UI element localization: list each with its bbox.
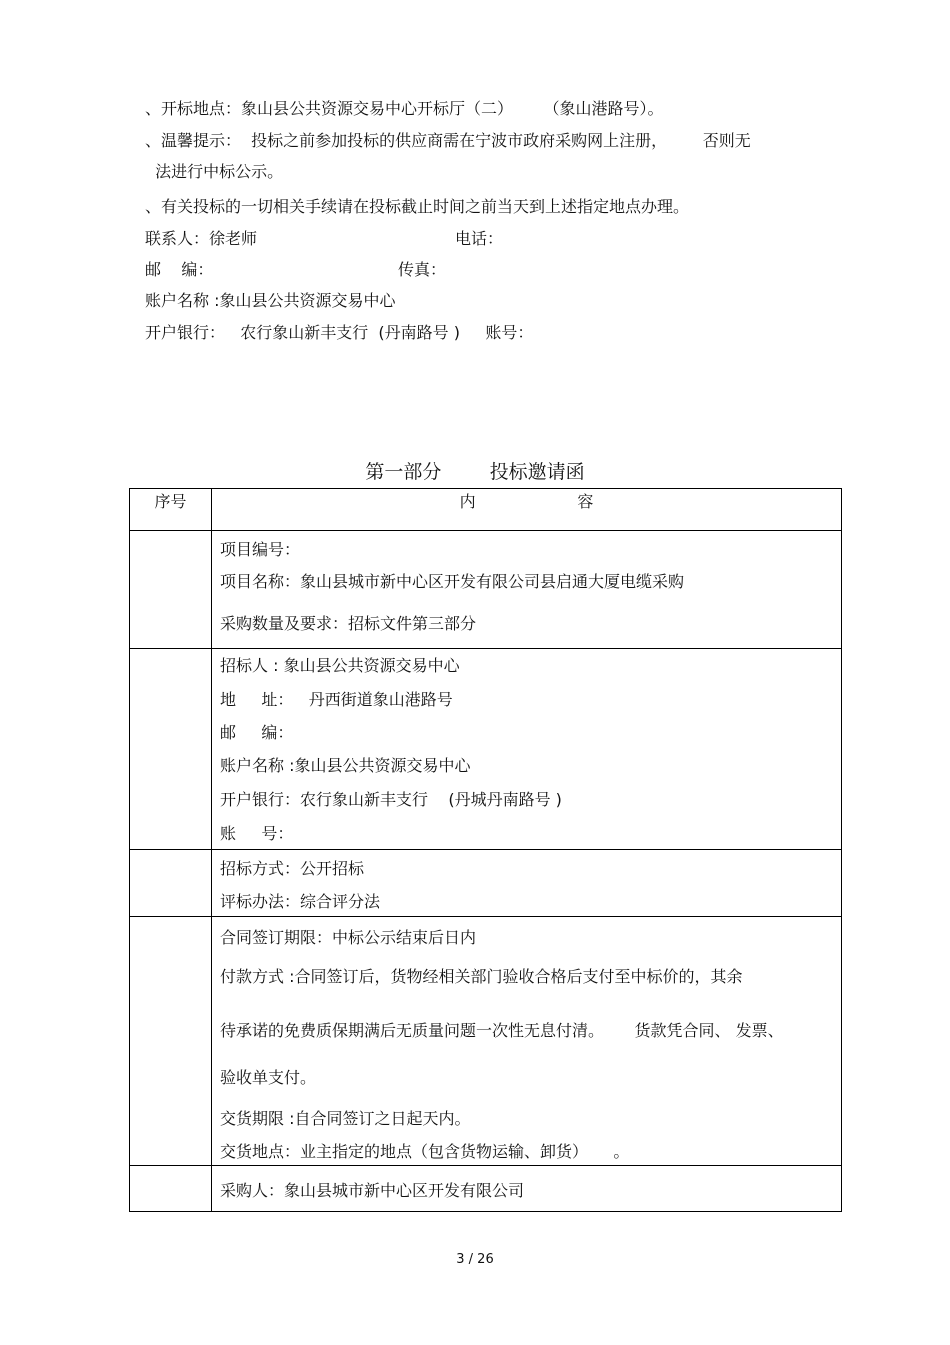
project-info-cell	[212, 531, 842, 649]
page-number: 3 / 26	[456, 1252, 494, 1267]
table-row	[130, 649, 842, 850]
row-number-cell	[130, 649, 212, 850]
table-row	[130, 850, 842, 917]
purchaser: 采购人：象山县城市新中心区开发有限公司	[220, 1181, 525, 1200]
contact-phone: 电话：	[455, 229, 504, 248]
table-row	[130, 531, 842, 649]
contact-fax: 传真：	[398, 260, 447, 279]
payment-method-cont: 待承诺的免费质保期满后无质量问题一次性无息付清。 货款凭合同、 发票、	[220, 1021, 784, 1040]
account-name: 账户名称 :象山县公共资源交易中心	[220, 756, 471, 775]
contract-deadline: 合同签订期限：中标公示结束后日内	[220, 928, 477, 947]
account-name: 账户名称 :象山县公共资源交易中心	[145, 291, 396, 310]
procedure-note: 、有关投标的一切相关手续请在投标截止时间之前当天到上述指定地点办理。	[145, 197, 690, 216]
procurement-quantity: 采购数量及要求：招标文件第三部分	[220, 614, 477, 633]
row-number-cell	[130, 917, 212, 1166]
contact-person: 联系人：徐老师	[145, 229, 258, 248]
evaluation-method: 评标办法：综合评分法	[220, 892, 381, 911]
contract-cell	[212, 917, 842, 1166]
header-no: 序号	[130, 489, 212, 531]
tenderer: 招标人 : 象山县公共资源交易中心	[220, 656, 460, 675]
bidding-method: 招标方式：公开招标	[220, 859, 365, 878]
reminder-line-cont: 法进行中标公示。	[145, 162, 284, 181]
invitation-table	[129, 488, 842, 1212]
payment-method: 付款方式 :合同签订后，货物经相关部门验收合格后支付至中标价的，其余	[220, 967, 743, 986]
bank-info: 开户银行： 农行象山新丰支行 (丹南路号 ) 账号：	[145, 323, 534, 342]
address: 地 址： 丹西街道象山港路号	[220, 690, 453, 709]
row-number-cell	[130, 531, 212, 649]
header-content: 内 容	[212, 489, 842, 531]
postcode: 邮 编：	[220, 723, 294, 742]
row-number-cell	[130, 850, 212, 917]
account-number: 账 号：	[220, 824, 294, 843]
section-title: 第一部分 投标邀请函	[365, 461, 585, 483]
table-row	[130, 917, 842, 1166]
table-row	[130, 1166, 842, 1212]
delivery-period: 交货期限 :自合同签订之日起天内。	[220, 1109, 471, 1128]
table-header-row	[130, 489, 842, 531]
project-name: 项目名称：象山县城市新中心区开发有限公司县启通大厦电缆采购	[220, 572, 685, 591]
reminder-line: 、温馨提示： 投标之前参加投标的供应商需在宁波市政府采购网上注册， 否则无	[145, 131, 751, 150]
delivery-place: 交货地点：业主指定的地点（包含货物运输、卸货） 。	[220, 1142, 630, 1161]
purchaser-cell	[212, 1166, 842, 1212]
method-cell	[212, 850, 842, 917]
payment-method-end: 验收单支付。	[220, 1068, 317, 1087]
row-number-cell	[130, 1166, 212, 1212]
tenderer-info-cell	[212, 649, 842, 850]
project-code: 项目编号：	[220, 540, 301, 559]
bank: 开户银行：农行象山新丰支行 (丹城丹南路号 )	[220, 790, 562, 809]
bid-opening-location: 、开标地点：象山县公共资源交易中心开标厅（二） （象山港路号）。	[145, 99, 664, 118]
contact-postcode: 邮 编：	[145, 260, 214, 279]
